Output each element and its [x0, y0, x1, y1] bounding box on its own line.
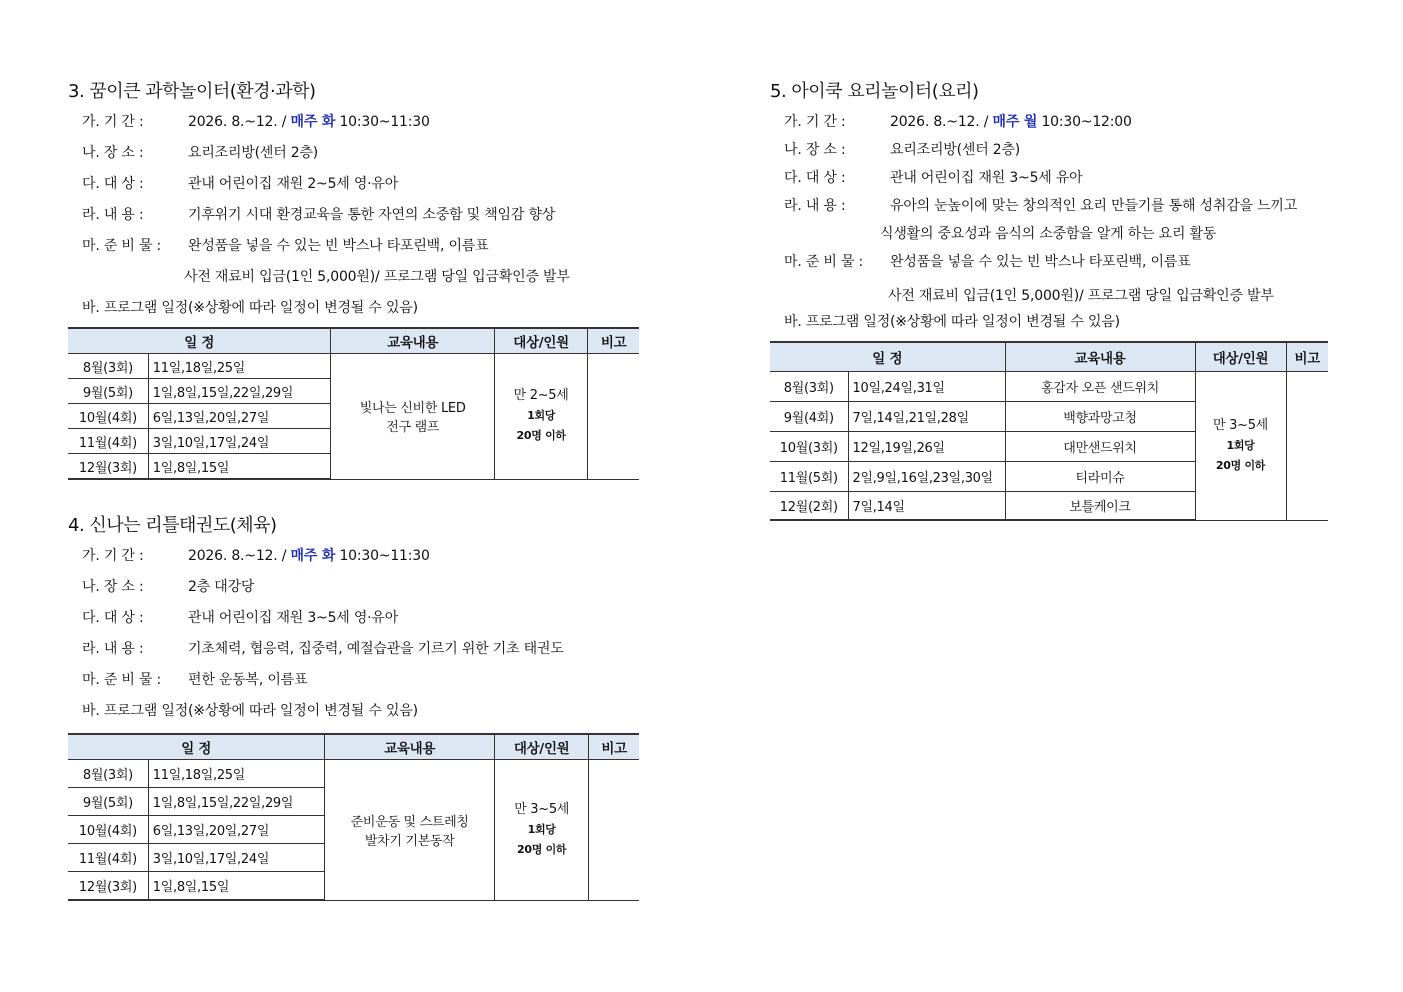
content-value: 기초체력, 협응력, 집중력, 예절습관을 기르기 위한 기초 태권도: [188, 641, 564, 657]
target-limit: 20명 이하: [1215, 458, 1266, 472]
target-age: 만 3~5세: [1213, 417, 1268, 433]
content-cell: [331, 354, 495, 480]
content-label: 라. 내 용 :: [784, 198, 846, 214]
target-limit: 20명 이하: [517, 842, 567, 856]
days-cell: 3일,10일,17일,24일: [148, 429, 331, 454]
header-schedule: 일 정: [770, 342, 1005, 372]
place-value: 요리조리방(센터 2층): [188, 145, 319, 161]
target-value: 관내 어린이집 재원 2~5세 영·유아: [188, 176, 399, 192]
header-target: 대상/인원: [494, 734, 588, 760]
target-age: 만 3~5세: [514, 801, 570, 817]
target-row: [68, 608, 640, 639]
target-row: [68, 174, 640, 205]
days-cell: 1일,8일,15일,22일,29일: [148, 788, 325, 816]
period-day: 매주 화: [290, 114, 336, 130]
target-age: 만 2~5세: [513, 388, 569, 404]
days-cell: 7일,14일: [848, 492, 1005, 521]
target-cell: [494, 354, 587, 480]
header-note: 비고: [589, 734, 639, 760]
content-cell: [325, 760, 495, 901]
header-content: 교육내용: [331, 328, 495, 354]
section-science: [68, 80, 640, 476]
period-time: 10:30~11:30: [339, 114, 430, 130]
header-schedule: 일 정: [68, 734, 325, 760]
period-row: [68, 112, 640, 143]
content-value: 기후위기 시대 환경교육을 통한 자연의 소중함 및 책임감 향상: [188, 207, 556, 223]
prep-row: [770, 252, 1328, 280]
days-cell: 6일,13일,20일,27일: [148, 404, 331, 429]
content-value: 유아의 눈높이에 맞는 창의적인 요리 만들기를 통해 성취감을 느끼고: [890, 198, 1298, 214]
content-row: [68, 205, 640, 236]
prep-value-line2: 사전 재료비 입금(1인 5,000원)/ 프로그램 당일 입금확인증 발부: [888, 288, 1274, 304]
menu-cell: 백향과망고청: [1005, 402, 1195, 432]
section-title: 5. 아이쿡 요리놀이터(요리): [770, 81, 979, 102]
content-row: [770, 196, 1328, 224]
prep-label: 마. 준 비 물 :: [784, 254, 864, 270]
place-row: [68, 577, 640, 608]
days-cell: 6일,13일,20일,27일: [148, 816, 325, 844]
header-content: 교육내용: [325, 734, 495, 760]
period-dates: 2026. 8.~12. /: [188, 548, 287, 564]
period-day: 매주 화: [290, 548, 336, 564]
content-label: 라. 내 용 :: [82, 207, 144, 223]
target-label: 다. 대 상 :: [82, 176, 144, 192]
header-note: 비고: [1286, 342, 1328, 372]
header-note: 비고: [588, 328, 639, 354]
month-cell: 12월(3회): [68, 872, 148, 901]
content-row-2: [770, 224, 1328, 252]
place-label: 나. 장 소 :: [784, 142, 846, 158]
content-line2: 발차기 기본동작: [364, 833, 455, 849]
month-cell: 8월(3회): [68, 760, 148, 788]
content-label: 라. 내 용 :: [82, 641, 144, 657]
month-cell: 11월(5회): [770, 462, 848, 492]
days-cell: 10일,24일,31일: [848, 372, 1005, 402]
prep-value: 완성품을 넣을 수 있는 빈 박스나 타포린백, 이름표: [890, 254, 1191, 270]
place-label: 나. 장 소 :: [82, 145, 144, 161]
schedule-table: [68, 327, 639, 480]
days-cell: 11일,18일,25일: [148, 760, 325, 788]
place-row: [68, 143, 640, 174]
prep-row-2: [68, 267, 640, 298]
month-cell: 10월(4회): [68, 404, 148, 429]
menu-cell: 보틀케이크: [1005, 492, 1195, 521]
schedule-note-row: [770, 312, 1328, 340]
target-value: 관내 어린이집 재원 3~5세 유아: [890, 170, 1083, 186]
days-cell: 12일,19일,26일: [848, 432, 1005, 462]
table-row: [68, 354, 639, 379]
month-cell: 10월(4회): [68, 816, 148, 844]
schedule-note-row: [68, 701, 640, 732]
month-cell: 12월(2회): [770, 492, 848, 521]
section-taekwondo: [68, 514, 640, 895]
prep-row-2: [770, 280, 1328, 312]
period-day: 매주 월: [992, 114, 1038, 130]
schedule-table: [68, 733, 639, 901]
header-schedule: 일 정: [68, 328, 331, 354]
content-line2: 전구 램프: [386, 420, 440, 436]
prep-row: [68, 236, 640, 267]
period-row: [68, 546, 640, 577]
table-row: [770, 372, 1328, 402]
section-title: 4. 신나는 리틀태권도(체육): [68, 515, 277, 536]
days-cell: 2일,9일,16일,23일,30일: [848, 462, 1005, 492]
period-time: 10:30~11:30: [339, 548, 430, 564]
days-cell: 3일,10일,17일,24일: [148, 844, 325, 872]
days-cell: 1일,8일,15일: [148, 872, 325, 901]
month-cell: 11월(4회): [68, 844, 148, 872]
schedule-note: 바. 프로그램 일정(※상황에 따라 일정이 변경될 수 있음): [784, 314, 1120, 330]
table-row: [68, 760, 639, 788]
content-row: [68, 639, 640, 670]
target-label: 다. 대 상 :: [82, 610, 144, 626]
header-target: 대상/인원: [494, 328, 587, 354]
target-label: 다. 대 상 :: [784, 170, 846, 186]
menu-cell: 홍감자 오픈 샌드위치: [1005, 372, 1195, 402]
target-per: 1회당: [527, 409, 556, 423]
place-label: 나. 장 소 :: [82, 579, 144, 595]
place-value: 2층 대강당: [188, 579, 255, 595]
header-target: 대상/인원: [1195, 342, 1286, 372]
menu-cell: 대만샌드위치: [1005, 432, 1195, 462]
month-cell: 11월(4회): [68, 429, 148, 454]
place-row: [770, 140, 1328, 168]
target-value: 관내 어린이집 재원 3~5세 영·유아: [188, 610, 399, 626]
prep-value: 편한 운동복, 이름표: [188, 672, 308, 688]
days-cell: 11일,18일,25일: [148, 354, 331, 379]
target-per: 1회당: [527, 822, 556, 836]
schedule-note: 바. 프로그램 일정(※상황에 따라 일정이 변경될 수 있음): [82, 300, 418, 316]
period-dates: 2026. 8.~12. /: [890, 114, 989, 130]
target-row: [770, 168, 1328, 196]
note-cell: [1286, 372, 1328, 521]
prep-value: 완성품을 넣을 수 있는 빈 박스나 타포린백, 이름표: [188, 238, 489, 254]
place-value: 요리조리방(센터 2층): [890, 142, 1021, 158]
days-cell: 1일,8일,15일,22일,29일: [148, 379, 331, 404]
days-cell: 7일,14일,21일,28일: [848, 402, 1005, 432]
target-cell: [1195, 372, 1286, 521]
schedule-table: [770, 341, 1328, 521]
month-cell: 8월(3회): [770, 372, 848, 402]
prep-label: 마. 준 비 물 :: [82, 238, 162, 254]
header-content: 교육내용: [1005, 342, 1195, 372]
month-cell: 10월(3회): [770, 432, 848, 462]
schedule-note-row: [68, 298, 640, 329]
target-per: 1회당: [1226, 438, 1255, 452]
content-line1: 준비운동 및 스트레칭: [350, 814, 469, 830]
period-dates: 2026. 8.~12. /: [188, 114, 287, 130]
menu-cell: 티라미슈: [1005, 462, 1195, 492]
period-label: 가. 기 간 :: [82, 548, 144, 564]
month-cell: 9월(5회): [68, 788, 148, 816]
section-title: 3. 꿈이큰 과학놀이터(환경·과학): [68, 81, 316, 102]
month-cell: 12월(3회): [68, 454, 148, 480]
content-line1: 빛나는 신비한 LED: [359, 401, 466, 417]
period-label: 가. 기 간 :: [82, 114, 144, 130]
period-row: [770, 112, 1328, 140]
schedule-note: 바. 프로그램 일정(※상황에 따라 일정이 변경될 수 있음): [82, 703, 418, 719]
content-value-line2: 식생활의 중요성과 음식의 소중함을 알게 하는 요리 활동: [880, 226, 1217, 242]
target-limit: 20명 이하: [516, 429, 566, 443]
prep-row: [68, 670, 640, 701]
target-cell: [494, 760, 588, 901]
section-cooking: [770, 80, 1328, 515]
month-cell: 9월(5회): [68, 379, 148, 404]
days-cell: 1일,8일,15일: [148, 454, 331, 480]
period-label: 가. 기 간 :: [784, 114, 846, 130]
note-cell: [589, 760, 639, 901]
period-time: 10:30~12:00: [1041, 114, 1132, 130]
prep-label: 마. 준 비 물 :: [82, 672, 162, 688]
prep-value-line2: 사전 재료비 입금(1인 5,000원)/ 프로그램 당일 입금확인증 발부: [184, 269, 570, 285]
month-cell: 9월(4회): [770, 402, 848, 432]
note-cell: [588, 354, 639, 480]
month-cell: 8월(3회): [68, 354, 148, 379]
